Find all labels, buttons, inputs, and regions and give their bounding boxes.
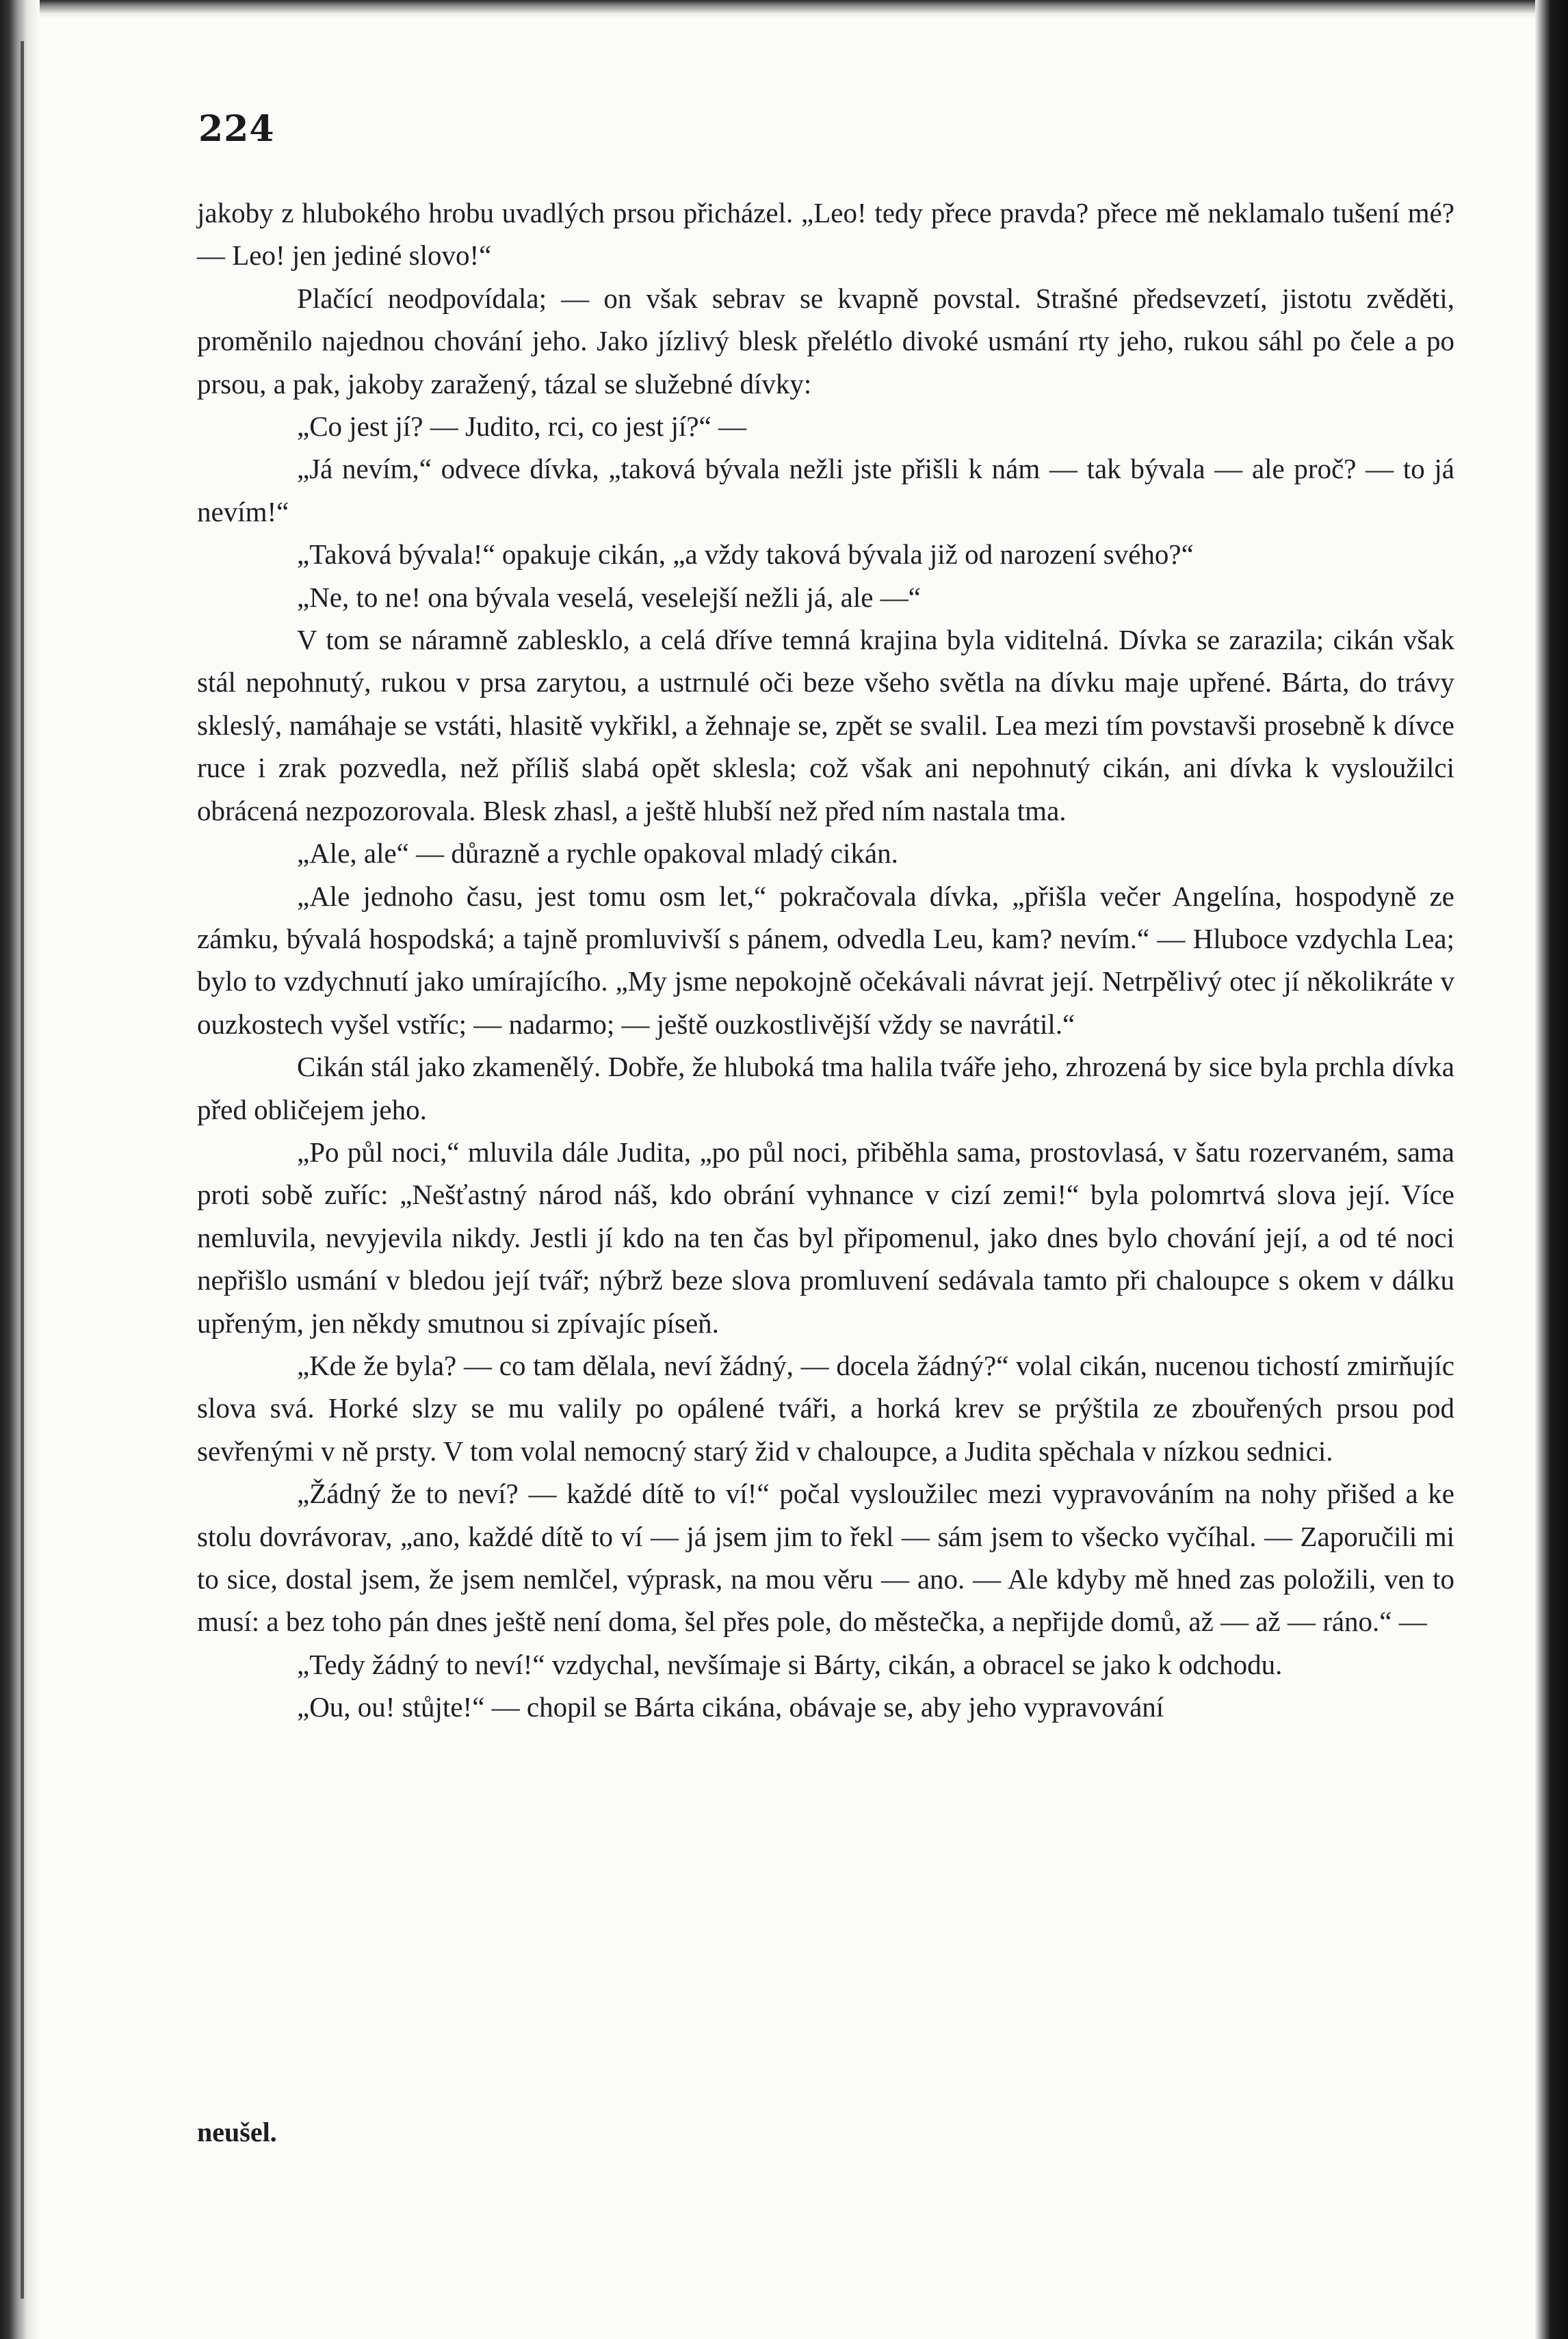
paragraph: jakoby z hlubokého hrobu uvadlých prsou přicházel. „Leo! tedy přece pravda? přece mě neklamalo tušení mé? — Leo! jen jediné slovo!“ [197, 197, 1454, 272]
catchword: neušel. [197, 2117, 277, 2147]
paragraph: „Ale, ale“ — důrazně a rychle opakoval mladý cikán. [297, 837, 898, 870]
scan-top-edge [0, 0, 1568, 19]
body-text [197, 192, 1454, 1729]
paragraph: „Já nevím,“ odvece dívka, „taková bývala nežli jste přišli k nám — tak bývala — ale proč? — to já nevím!“ [197, 453, 1454, 527]
paragraph: „Ou, ou! stůjte!“ — chopil se Bárta cikána, obávaje se, aby jeho vypravování [297, 1691, 1164, 1723]
paragraph: „Tedy žádný to neví!“ vzdychal, nevšímaje si Bárty, cikán, a obracel se jako k odchodu. [297, 1648, 1283, 1680]
scan-right-edge [1535, 0, 1568, 2339]
paragraph: „Žádný že to neví? — každé dítě to ví!“ počal vysloužilec mezi vypravováním na nohy přišed a ke stolu dovrávorav, „ano, každé dítě to ví — já jsem jim to řekl — sám jsem to všecko vyčíhal. — Zaporučili mi to sice, dostal jsem, že jsem nemlčel, výprask, na mou věru — ano. — Ale kdyby mě hned zas položili, ven to musí: a bez toho pán dnes ještě není doma, šel přes pole, do městečka, a nepřijde domů, až — až — ráno.“ — [197, 1478, 1454, 1638]
paragraph: „Taková bývala!“ opakuje cikán, „a vždy taková bývala již od narození svého?“ [297, 538, 1194, 571]
paragraph: Cikán stál jako zkamenělý. Dobře, že hluboká tma halila tváře jeho, zhrozená by sice byla prchla dívka před obličejem jeho. [197, 1051, 1454, 1125]
binding-line [21, 41, 24, 2299]
page-number: 224 [198, 108, 275, 150]
paragraph: „Kde že byla? — co tam dělala, neví žádný, — docela žádný?“ volal cikán, nucenou tichostí zmirňujíc slova svá. Horké slzy se mu valily po opálené tváři, a horká krev se prýštila ze zbouřených prsou pod sevřenými v ně prsty. V tom volal nemocný starý žid v chaloupce, a Judita spěchala v nízkou sednici. [197, 1349, 1454, 1467]
paragraph: „Co jest jí? — Judito, rci, co jest jí?“ — [297, 410, 747, 443]
paragraph: Plačící neodpovídala; — on však sebrav se kvapně povstal. Strašné předsevzetí, jistotu zvěděti, proměnilo najednou chování jeho. Jako jízlivý blesk přelétlo divoké usmání rty jeho, rukou sáhl po čele a po prsou, a pak, jakoby zaražený, tázal se služebné dívky: [197, 282, 1454, 400]
paragraph: „Ale jednoho času, jest tomu osm let,“ pokračovala dívka, „přišla večer Angelína, hospodyně ze zámku, bývalá hospodská; a tajně promluvivší s pánem, odvedla Leu, kam? nevím.“ — Hluboce vzdychla Lea; bylo to vzdychnutí jako umírajícího. „My jsme nepokojně očekávali návrat její. Netrpělivý otec jí několikráte v ouzkostech vyšel vstříc; — nadarmo; — ještě ouzkostlivější vždy se navrátil.“ [197, 880, 1454, 1040]
paragraph: „Ne, to ne! ona bývala veselá, veselejší nežli já, ale —“ [297, 581, 921, 613]
scan-left-edge [0, 0, 40, 2339]
paragraph: „Po půl noci,“ mluvila dále Judita, „po půl noci, přiběhla sama, prostovlasá, v šatu rozervaném, sama proti sobě zuříc: „Nešťastný národ náš, kdo obrání vyhnance v cizí zemi!“ byla polomrtvá slova její. Více nemluvila, nevyjevila nikdy. Jestli jí kdo na ten čas byl připomenul, jako dnes bylo chování její, a od té noci nepřišlo usmání v bledou její tvář; nýbrž beze slova promluvení sedávala tamto při chaloupce s okem v dálku upřeným, jen někdy smutnou si zpívajíc píseň. [197, 1136, 1454, 1339]
paragraph: V tom se náramně zablesklo, a celá dříve temná krajina byla viditelná. Dívka se zarazila; cikán však stál nepohnutý, rukou v prsa zarytou, a ustrnulé oči beze všeho světla na dívku maje upřené. Bárta, do trávy skleslý, namáhaje se vstáti, hlasitě vykřikl, a žehnaje se, zpět se svalil. Lea mezi tím povstavši prosebně k dívce ruce i zrak pozvedla, než příliš slabá opět sklesla; což však ani nepohnutý cikán, ani dívka k vysloužilci obrácená nezpozorovala. Blesk zhasl, a ještě hlubší než před ním nastala tma. [197, 624, 1454, 826]
